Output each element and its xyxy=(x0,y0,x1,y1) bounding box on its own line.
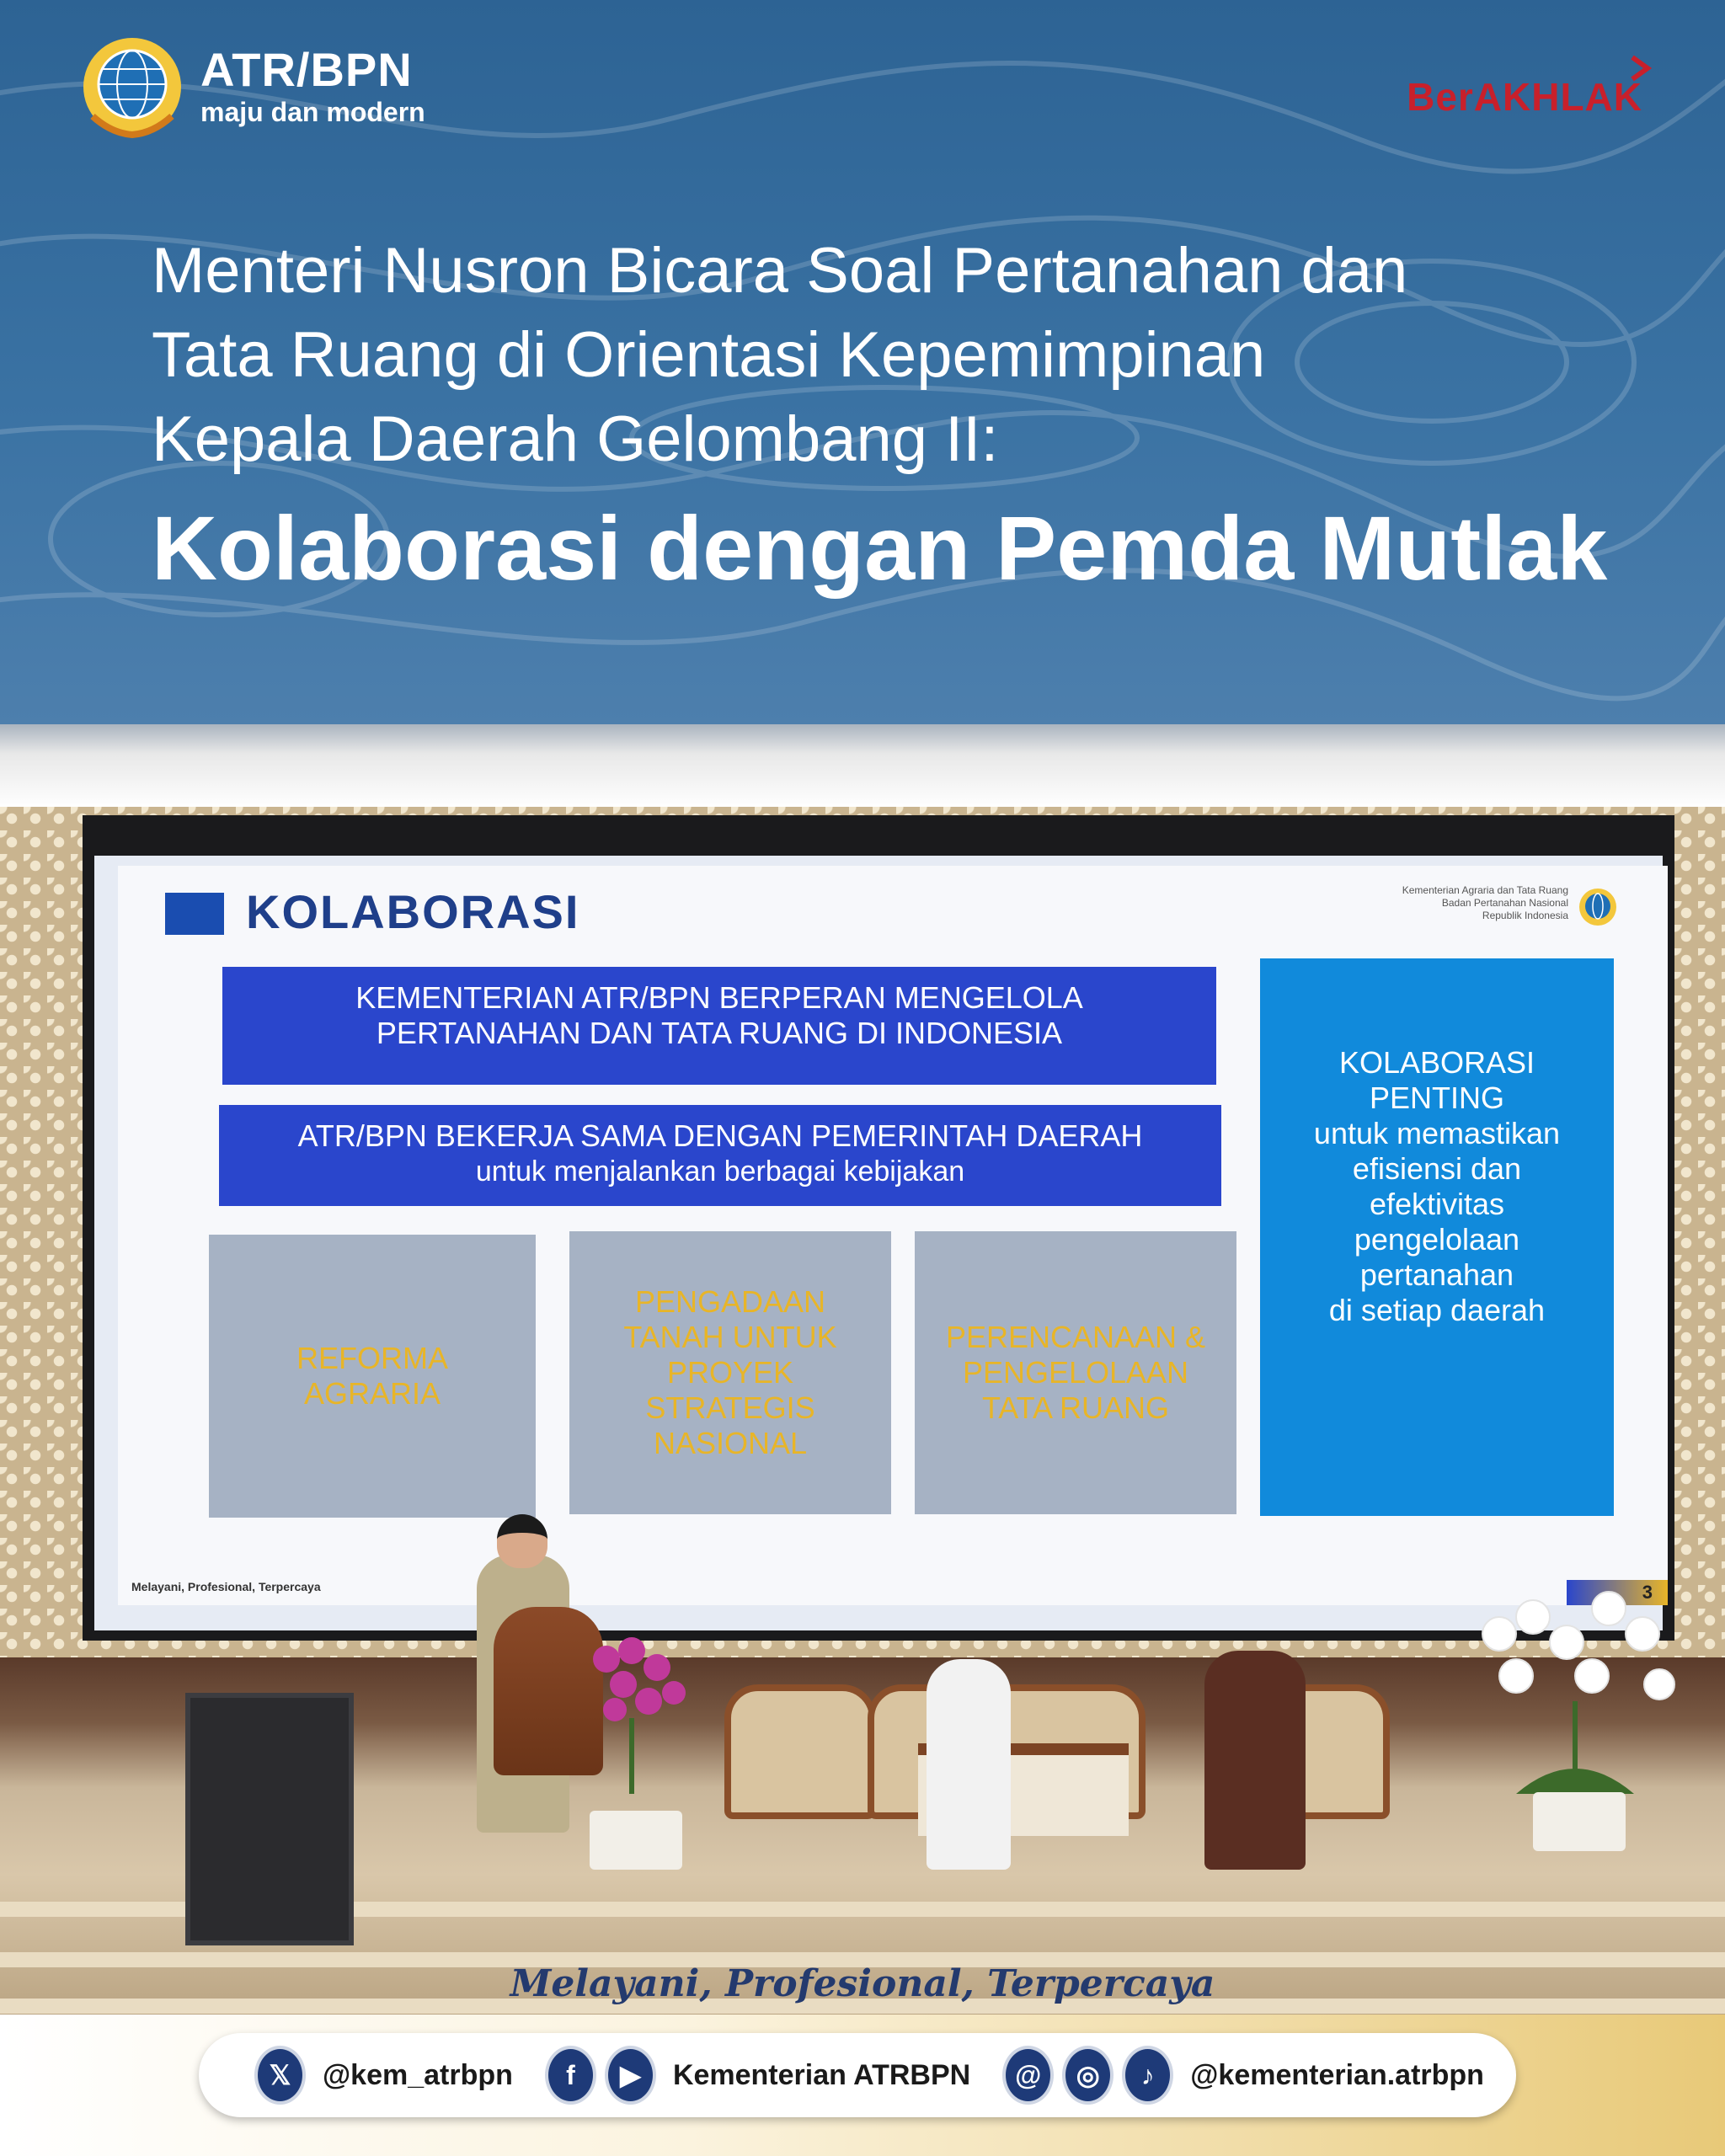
pillar-line: NASIONAL xyxy=(653,1426,808,1460)
side-line: efektivitas xyxy=(1369,1187,1505,1221)
pillar-line: TANAH UNTUK xyxy=(623,1320,837,1354)
slide-org-line: Republik Indonesia xyxy=(1482,910,1568,921)
youtube-icon[interactable]: ▶ xyxy=(605,2046,656,2105)
threads-icon[interactable]: @ xyxy=(1002,2046,1054,2105)
instagram-icon[interactable]: ◎ xyxy=(1062,2046,1114,2105)
atr-bpn-logo xyxy=(77,32,425,141)
pillar-pengadaan-tanah xyxy=(569,1231,891,1514)
slide-org-text xyxy=(1402,884,1568,922)
facebook-youtube-handle[interactable]: Kementerian ATRBPN xyxy=(672,2058,971,2091)
chevron-right-icon xyxy=(1626,54,1654,83)
side-line: PENTING xyxy=(1369,1081,1504,1115)
side-line: di setiap daerah xyxy=(1328,1293,1546,1327)
slide-footer: Melayani, Profesional, Terpercaya xyxy=(131,1580,321,1593)
facebook-icon[interactable]: f xyxy=(545,2046,596,2105)
loudspeaker xyxy=(185,1693,354,1945)
pillar-reforma-agraria xyxy=(209,1235,536,1518)
headline xyxy=(152,229,1634,605)
social-bar xyxy=(199,2033,1516,2117)
pink-orchid-plant xyxy=(581,1625,708,1794)
headline-line-1: Menteri Nusron Bicara Soal Pertanahan dan xyxy=(152,235,1408,307)
side-line: efisiensi dan xyxy=(1352,1151,1522,1186)
headline-main: Kolaborasi dengan Pemda Mutlak xyxy=(152,497,1608,599)
event-photo xyxy=(0,724,1725,2017)
x-handle[interactable]: @kem_atrbpn xyxy=(323,2058,513,2091)
slide-org-line: Kementerian Agraria dan Tata Ruang xyxy=(1402,884,1568,896)
photo-top-fade xyxy=(0,724,1725,808)
pillar-line: PENGADAAN xyxy=(634,1284,826,1319)
berakhlak-text: BerAKHLAK xyxy=(1407,75,1642,119)
slide-page-number: 3 xyxy=(1642,1582,1653,1603)
threads-instagram-tiktok-handle[interactable]: @kementerian.atrbpn xyxy=(1190,2058,1484,2091)
slide-box-line: KEMENTERIAN ATR/BPN BERPERAN MENGELOLA xyxy=(355,980,1083,1015)
headline-line-3: Kepala Daerah Gelombang II: xyxy=(152,403,999,475)
pillar-line: TATA RUANG xyxy=(981,1390,1169,1425)
brand-tagline: maju dan modern xyxy=(200,96,425,127)
pillar-line: AGRARIA xyxy=(303,1376,441,1411)
seated-guest xyxy=(927,1659,1011,1870)
side-line: KOLABORASI xyxy=(1338,1045,1535,1080)
slide-box-line: ATR/BPN BEKERJA SAMA DENGAN PEMERINTAH DAERAH xyxy=(297,1118,1143,1153)
berakhlak-badge xyxy=(1407,74,1642,120)
pillar-line: PENGELOLAAN xyxy=(962,1355,1189,1390)
pillar-tata-ruang xyxy=(915,1231,1236,1514)
slide-box-role xyxy=(222,967,1216,1085)
pillar-line: REFORMA xyxy=(296,1341,448,1375)
slide-heading-marker xyxy=(165,893,224,935)
x-icon[interactable]: 𝕏 xyxy=(254,2046,306,2105)
headline-line-2: Tata Ruang di Orientasi Kepemimpinan xyxy=(152,319,1266,391)
header-banner xyxy=(0,0,1725,724)
plant-pot xyxy=(590,1811,682,1870)
side-line: pengelolaan xyxy=(1354,1222,1520,1257)
presentation-slide xyxy=(118,866,1668,1605)
plant-pot xyxy=(1533,1792,1626,1851)
slide-box-line: PERTANAHAN DAN TATA RUANG DI INDONESIA xyxy=(376,1016,1063,1050)
slide-org-line: Badan Pertanahan Nasional xyxy=(1441,897,1568,909)
side-line: untuk memastikan xyxy=(1313,1116,1561,1150)
side-line: pertanahan xyxy=(1359,1257,1514,1292)
brand-name: ATR/BPN xyxy=(200,42,413,96)
slide-box-subline: untuk menjalankan berbagai kebijakan xyxy=(475,1155,965,1187)
tiktok-icon[interactable]: ♪ xyxy=(1122,2046,1173,2105)
ministry-logo-icon xyxy=(1577,886,1619,928)
pillar-line: STRATEGIS xyxy=(645,1390,815,1425)
seated-guest xyxy=(1204,1651,1306,1870)
pillar-line: PROYEK xyxy=(666,1355,794,1390)
pillar-line: PERENCANAAN & xyxy=(945,1320,1206,1354)
slide-heading: KOLABORASI xyxy=(246,885,580,938)
motto: Melayani, Profesional, Terpercaya xyxy=(510,1962,1215,2005)
globe-emblem-icon xyxy=(77,32,187,141)
speaker-head xyxy=(497,1514,547,1568)
slide-box-kolaborasi-penting xyxy=(1260,958,1614,1516)
slide-box-cooperation xyxy=(219,1105,1221,1206)
armchair xyxy=(724,1684,876,1819)
white-orchid-plant xyxy=(1466,1583,1685,1794)
